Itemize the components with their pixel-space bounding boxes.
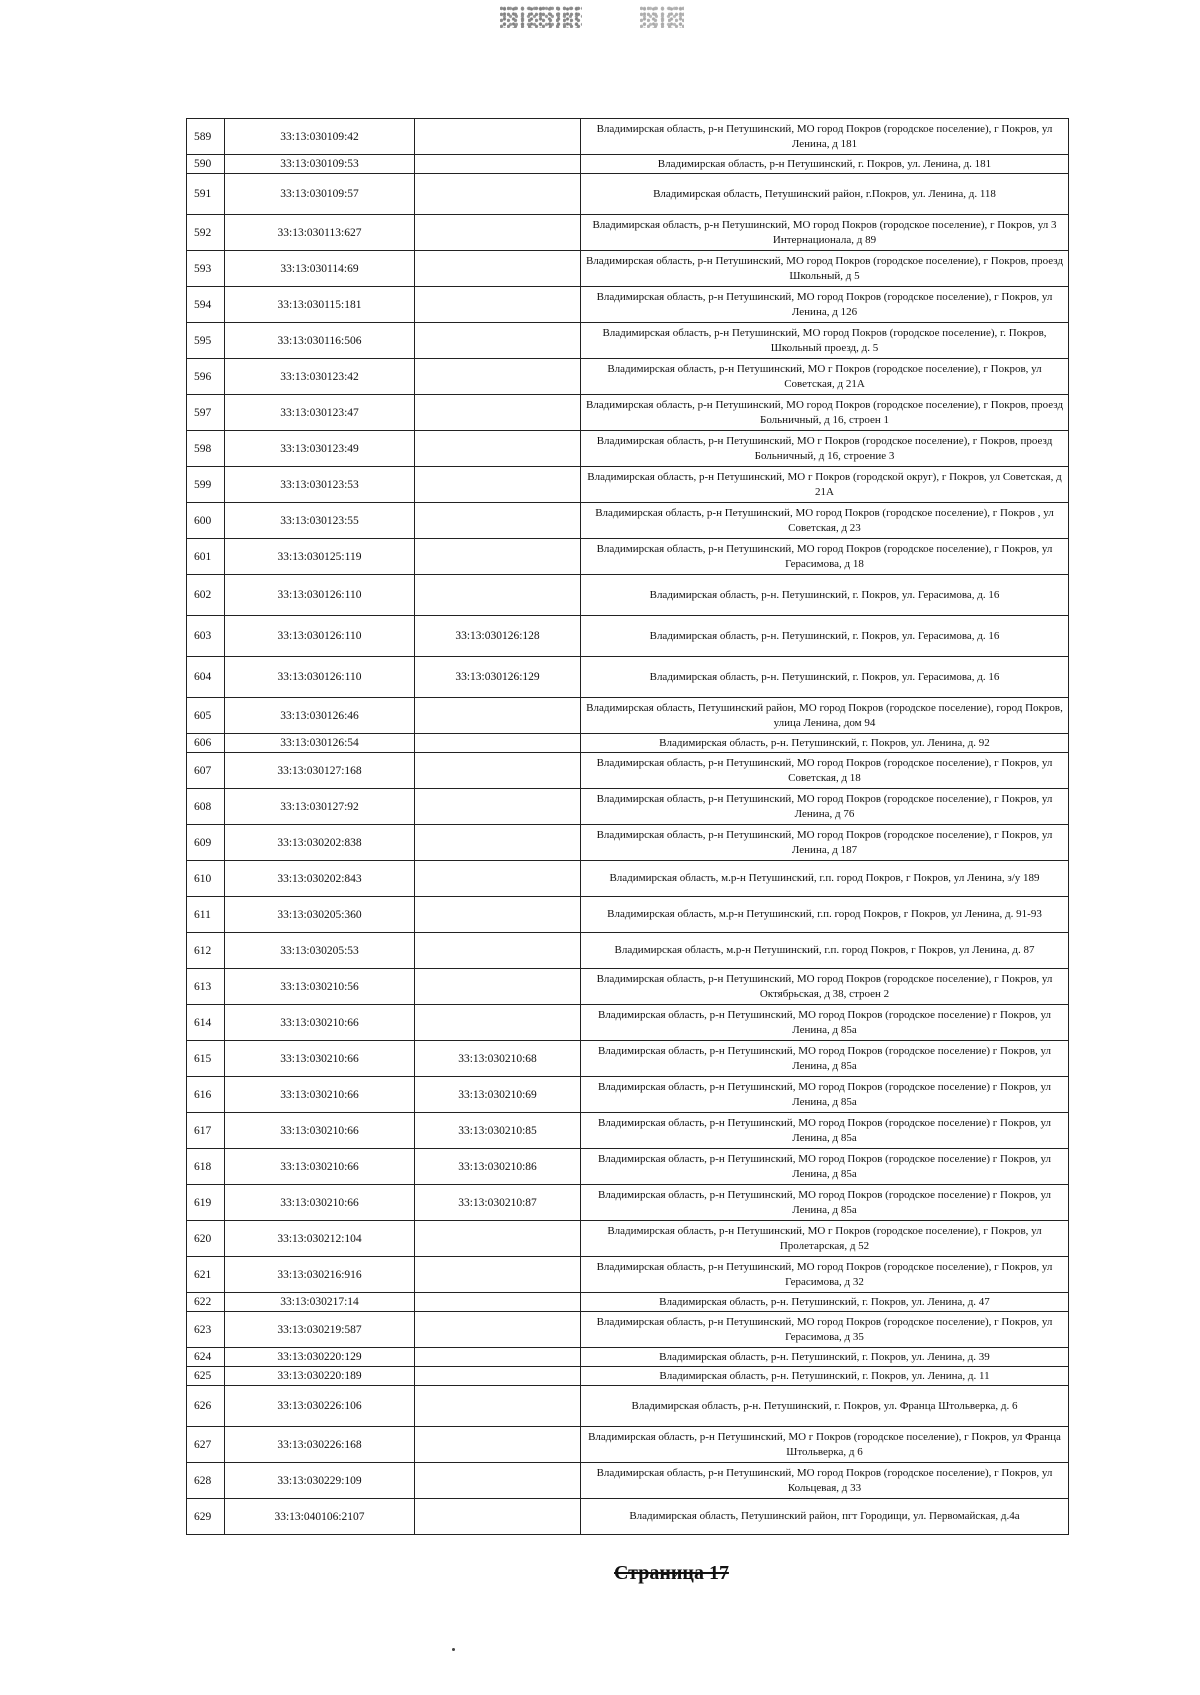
row-number-cell: 596: [187, 359, 225, 395]
row-number-cell: 614: [187, 1005, 225, 1041]
table-row: [187, 1149, 1069, 1185]
row-number-cell: 594: [187, 287, 225, 323]
table-row: [187, 1005, 1069, 1041]
address-cell: Владимирская область, р-н Петушинский, МО город Покров (городское поселение), г Покров, ул 3 Интернационала, д 89: [581, 215, 1069, 251]
cadastral-number-cell: 33:13:030126:110: [225, 657, 415, 698]
secondary-cadastral-number-cell: [415, 1386, 581, 1427]
cadastral-number-cell: 33:13:030123:47: [225, 395, 415, 431]
address-cell: Владимирская область, р-н. Петушинский, г. Покров, ул. Герасимова, д. 16: [581, 657, 1069, 698]
secondary-cadastral-number-cell: 33:13:030210:68: [415, 1041, 581, 1077]
secondary-cadastral-number-cell: [415, 1499, 581, 1535]
row-number-cell: 622: [187, 1293, 225, 1312]
row-number-cell: 612: [187, 933, 225, 969]
row-number-cell: 611: [187, 897, 225, 933]
cadastral-number-cell: 33:13:030202:838: [225, 825, 415, 861]
row-number-cell: 593: [187, 251, 225, 287]
address-cell: Владимирская область, Петушинский район, г.Покров, ул. Ленина, д. 118: [581, 174, 1069, 215]
stamp-mark-small: [640, 6, 684, 28]
address-cell: Владимирская область, р-н Петушинский, МО г Покров (городское поселение), г Покров, ул Пролетарская, д 52: [581, 1221, 1069, 1257]
address-cell: Владимирская область, Петушинский район, МО город Покров (городское поселение), город Покров, улица Ленина, дом 94: [581, 698, 1069, 734]
secondary-cadastral-number-cell: [415, 698, 581, 734]
table-row: [187, 119, 1069, 155]
table-row: [187, 1367, 1069, 1386]
table-row: [187, 734, 1069, 753]
address-cell: Владимирская область, р-н Петушинский, МО г Покров (городское поселение), г Покров, проезд Больничный, д 16, строение 3: [581, 431, 1069, 467]
table-row: [187, 753, 1069, 789]
address-cell: Владимирская область, р-н. Петушинский, г. Покров, ул. Герасимова, д. 16: [581, 575, 1069, 616]
secondary-cadastral-number-cell: 33:13:030210:69: [415, 1077, 581, 1113]
address-cell: Владимирская область, м.р-н Петушинский, г.п. город Покров, г Покров, ул Ленина, д. 91-93: [581, 897, 1069, 933]
cadastral-number-cell: 33:13:030212:104: [225, 1221, 415, 1257]
row-number-cell: 606: [187, 734, 225, 753]
secondary-cadastral-number-cell: [415, 969, 581, 1005]
cadastral-number-cell: 33:13:030202:843: [225, 861, 415, 897]
secondary-cadastral-number-cell: [415, 155, 581, 174]
row-number-cell: 617: [187, 1113, 225, 1149]
row-number-cell: 592: [187, 215, 225, 251]
table-row: [187, 1463, 1069, 1499]
cadastral-number-cell: 33:13:030127:92: [225, 789, 415, 825]
page-number: Страница 17: [614, 1562, 729, 1584]
cadastral-number-cell: 33:13:030123:49: [225, 431, 415, 467]
cadastral-number-cell: 33:13:030216:916: [225, 1257, 415, 1293]
cadastral-number-cell: 33:13:030123:42: [225, 359, 415, 395]
row-number-cell: 628: [187, 1463, 225, 1499]
table-row: [187, 789, 1069, 825]
cadastral-number-cell: 33:13:030210:66: [225, 1113, 415, 1149]
table-row: [187, 251, 1069, 287]
secondary-cadastral-number-cell: [415, 359, 581, 395]
address-cell: Владимирская область, р-н Петушинский, г. Покров, ул. Ленина, д. 181: [581, 155, 1069, 174]
address-cell: Владимирская область, р-н Петушинский, МО город Покров (городское поселение), г Покров, ул Герасимова, д 32: [581, 1257, 1069, 1293]
row-number-cell: 604: [187, 657, 225, 698]
secondary-cadastral-number-cell: [415, 933, 581, 969]
table-row: [187, 897, 1069, 933]
table-row: [187, 395, 1069, 431]
secondary-cadastral-number-cell: [415, 897, 581, 933]
row-number-cell: 618: [187, 1149, 225, 1185]
row-number-cell: 603: [187, 616, 225, 657]
address-cell: Владимирская область, р-н Петушинский, МО город Покров (городское поселение), г Покров, ул Советская, д 18: [581, 753, 1069, 789]
address-cell: Владимирская область, р-н Петушинский, МО город Покров (городское поселение), г Покров, ул Кольцевая, д 33: [581, 1463, 1069, 1499]
row-number-cell: 616: [187, 1077, 225, 1113]
row-number-cell: 627: [187, 1427, 225, 1463]
table-row: [187, 174, 1069, 215]
secondary-cadastral-number-cell: [415, 395, 581, 431]
address-cell: Владимирская область, р-н Петушинский, МО город Покров (городское поселение), г Покров, ул Ленина, д 76: [581, 789, 1069, 825]
cadastral-number-cell: 33:13:030226:106: [225, 1386, 415, 1427]
secondary-cadastral-number-cell: [415, 753, 581, 789]
cadastral-number-cell: 33:13:030205:53: [225, 933, 415, 969]
address-cell: Владимирская область, р-н Петушинский, МО город Покров (городское поселение), г Покров, ул Герасимова, д 18: [581, 539, 1069, 575]
table-row: [187, 1348, 1069, 1367]
secondary-cadastral-number-cell: 33:13:030126:128: [415, 616, 581, 657]
scan-speck: [452, 1648, 455, 1651]
row-number-cell: 625: [187, 1367, 225, 1386]
secondary-cadastral-number-cell: [415, 323, 581, 359]
cadastral-number-cell: 33:13:030210:66: [225, 1077, 415, 1113]
row-number-cell: 608: [187, 789, 225, 825]
table-row: [187, 1312, 1069, 1348]
cadastral-number-cell: 33:13:030114:69: [225, 251, 415, 287]
table-row: [187, 1499, 1069, 1535]
address-cell: Владимирская область, р-н Петушинский, МО город Покров (городское поселение) г Покров, ул Ленина, д 85а: [581, 1113, 1069, 1149]
table-row: [187, 1386, 1069, 1427]
table-row: [187, 861, 1069, 897]
table-row: [187, 1257, 1069, 1293]
address-cell: Владимирская область, р-н Петушинский, МО город Покров (городское поселение) г Покров, ул Ленина, д 85а: [581, 1149, 1069, 1185]
table-row: [187, 503, 1069, 539]
cadastral-number-cell: 33:13:040106:2107: [225, 1499, 415, 1535]
row-number-cell: 624: [187, 1348, 225, 1367]
cadastral-number-cell: 33:13:030116:506: [225, 323, 415, 359]
row-number-cell: 605: [187, 698, 225, 734]
secondary-cadastral-number-cell: [415, 1348, 581, 1367]
table-row: [187, 657, 1069, 698]
secondary-cadastral-number-cell: [415, 861, 581, 897]
row-number-cell: 610: [187, 861, 225, 897]
secondary-cadastral-number-cell: [415, 789, 581, 825]
cadastral-number-cell: 33:13:030125:119: [225, 539, 415, 575]
address-cell: Владимирская область, р-н Петушинский, МО город Покров (городское поселение), г Покров, проезд Школьный, д 5: [581, 251, 1069, 287]
cadastral-table: [186, 118, 1069, 1535]
table-row: [187, 1113, 1069, 1149]
row-number-cell: 598: [187, 431, 225, 467]
address-cell: Владимирская область, р-н Петушинский, МО город Покров (городское поселение), г Покров, ул Ленина, д 187: [581, 825, 1069, 861]
row-number-cell: 595: [187, 323, 225, 359]
table-row: [187, 323, 1069, 359]
address-cell: Владимирская область, р-н Петушинский, МО город Покров (городское поселение), г Покров , ул Советская, д 23: [581, 503, 1069, 539]
table-row: [187, 155, 1069, 174]
row-number-cell: 591: [187, 174, 225, 215]
secondary-cadastral-number-cell: 33:13:030210:86: [415, 1149, 581, 1185]
secondary-cadastral-number-cell: [415, 1221, 581, 1257]
address-cell: Владимирская область, р-н Петушинский, МО город Покров (городское поселение), г Покров, ул Герасимова, д 35: [581, 1312, 1069, 1348]
address-cell: Владимирская область, р-н. Петушинский, г. Покров, ул. Ленина, д. 92: [581, 734, 1069, 753]
row-number-cell: 613: [187, 969, 225, 1005]
secondary-cadastral-number-cell: [415, 251, 581, 287]
address-cell: Владимирская область, р-н Петушинский, МО город Покров (городское поселение), г Покров, ул Ленина, д 126: [581, 287, 1069, 323]
address-cell: Владимирская область, м.р-н Петушинский, г.п. город Покров, г Покров, ул Ленина, д. 87: [581, 933, 1069, 969]
address-cell: Владимирская область, р-н. Петушинский, г. Покров, ул. Герасимова, д. 16: [581, 616, 1069, 657]
cadastral-number-cell: 33:13:030219:587: [225, 1312, 415, 1348]
row-number-cell: 607: [187, 753, 225, 789]
cadastral-number-cell: 33:13:030126:54: [225, 734, 415, 753]
table-row: [187, 575, 1069, 616]
cadastral-number-cell: 33:13:030123:53: [225, 467, 415, 503]
address-cell: Владимирская область, р-н Петушинский, МО г Покров (городской округ), г Покров, ул Советская, д 21А: [581, 467, 1069, 503]
address-cell: Владимирская область, р-н Петушинский, МО город Покров (городское поселение) г Покров, ул Ленина, д 85а: [581, 1185, 1069, 1221]
cadastral-number-cell: 33:13:030109:57: [225, 174, 415, 215]
row-number-cell: 626: [187, 1386, 225, 1427]
address-cell: Владимирская область, р-н Петушинский, МО город Покров (городское поселение), г. Покров, Школьный проезд, д. 5: [581, 323, 1069, 359]
table-row: [187, 1185, 1069, 1221]
row-number-cell: 599: [187, 467, 225, 503]
table-row: [187, 287, 1069, 323]
secondary-cadastral-number-cell: [415, 174, 581, 215]
address-cell: Владимирская область, р-н. Петушинский, г. Покров, ул. Ленина, д. 47: [581, 1293, 1069, 1312]
secondary-cadastral-number-cell: 33:13:030210:87: [415, 1185, 581, 1221]
cadastral-number-cell: 33:13:030220:189: [225, 1367, 415, 1386]
cadastral-number-cell: 33:13:030217:14: [225, 1293, 415, 1312]
row-number-cell: 623: [187, 1312, 225, 1348]
secondary-cadastral-number-cell: 33:13:030126:129: [415, 657, 581, 698]
address-cell: Владимирская область, Петушинский район, пгт Городищи, ул. Первомайская, д.4а: [581, 1499, 1069, 1535]
row-number-cell: 589: [187, 119, 225, 155]
stamp-mark: [500, 6, 582, 28]
secondary-cadastral-number-cell: [415, 503, 581, 539]
table-body: [187, 119, 1069, 1535]
address-cell: Владимирская область, р-н Петушинский, МО город Покров (городское поселение), г Покров, ул Октябрьская, д 38, строен 2: [581, 969, 1069, 1005]
table-row: [187, 467, 1069, 503]
cadastral-number-cell: 33:13:030220:129: [225, 1348, 415, 1367]
row-number-cell: 629: [187, 1499, 225, 1535]
secondary-cadastral-number-cell: [415, 467, 581, 503]
address-cell: Владимирская область, р-н Петушинский, МО город Покров (городское поселение), г Покров, ул Ленина, д 181: [581, 119, 1069, 155]
secondary-cadastral-number-cell: [415, 1463, 581, 1499]
secondary-cadastral-number-cell: [415, 1257, 581, 1293]
table-row: [187, 539, 1069, 575]
address-cell: Владимирская область, р-н Петушинский, МО город Покров (городское поселение) г Покров, ул Ленина, д 85а: [581, 1041, 1069, 1077]
secondary-cadastral-number-cell: [415, 1312, 581, 1348]
row-number-cell: 621: [187, 1257, 225, 1293]
table-row: [187, 215, 1069, 251]
secondary-cadastral-number-cell: [415, 287, 581, 323]
row-number-cell: 620: [187, 1221, 225, 1257]
table-row: [187, 969, 1069, 1005]
address-cell: Владимирская область, р-н. Петушинский, г. Покров, ул. Ленина, д. 39: [581, 1348, 1069, 1367]
table-row: [187, 825, 1069, 861]
table-row: [187, 698, 1069, 734]
address-cell: Владимирская область, р-н. Петушинский, г. Покров, ул. Франца Штольверка, д. 6: [581, 1386, 1069, 1427]
row-number-cell: 615: [187, 1041, 225, 1077]
table-row: [187, 1293, 1069, 1312]
table-row: [187, 359, 1069, 395]
address-cell: Владимирская область, р-н Петушинский, МО г Покров (городское поселение), г Покров, ул Советская, д 21А: [581, 359, 1069, 395]
secondary-cadastral-number-cell: 33:13:030210:85: [415, 1113, 581, 1149]
cadastral-number-cell: 33:13:030113:627: [225, 215, 415, 251]
row-number-cell: 609: [187, 825, 225, 861]
cadastral-number-cell: 33:13:030210:66: [225, 1185, 415, 1221]
secondary-cadastral-number-cell: [415, 1367, 581, 1386]
row-number-cell: 601: [187, 539, 225, 575]
secondary-cadastral-number-cell: [415, 1293, 581, 1312]
cadastral-number-cell: 33:13:030210:66: [225, 1041, 415, 1077]
row-number-cell: 619: [187, 1185, 225, 1221]
address-cell: Владимирская область, м.р-н Петушинский, г.п. город Покров, г Покров, ул Ленина, з/у 189: [581, 861, 1069, 897]
cadastral-number-cell: 33:13:030115:181: [225, 287, 415, 323]
address-cell: Владимирская область, р-н Петушинский, МО г Покров (городское поселение), г Покров, ул Франца Штольверка, д 6: [581, 1427, 1069, 1463]
row-number-cell: 590: [187, 155, 225, 174]
cadastral-number-cell: 33:13:030126:110: [225, 575, 415, 616]
row-number-cell: 597: [187, 395, 225, 431]
table-row: [187, 933, 1069, 969]
address-cell: Владимирская область, р-н Петушинский, МО город Покров (городское поселение), г Покров, проезд Больничный, д 16, строен 1: [581, 395, 1069, 431]
cadastral-number-cell: 33:13:030210:66: [225, 1149, 415, 1185]
cadastral-number-cell: 33:13:030126:110: [225, 616, 415, 657]
secondary-cadastral-number-cell: [415, 825, 581, 861]
cadastral-number-cell: 33:13:030226:168: [225, 1427, 415, 1463]
cadastral-number-cell: 33:13:030126:46: [225, 698, 415, 734]
cadastral-number-cell: 33:13:030229:109: [225, 1463, 415, 1499]
secondary-cadastral-number-cell: [415, 431, 581, 467]
table-row: [187, 1221, 1069, 1257]
row-number-cell: 602: [187, 575, 225, 616]
cadastral-number-cell: 33:13:030123:55: [225, 503, 415, 539]
address-cell: Владимирская область, р-н Петушинский, МО город Покров (городское поселение) г Покров, ул Ленина, д 85а: [581, 1077, 1069, 1113]
table-row: [187, 1077, 1069, 1113]
table-row: [187, 616, 1069, 657]
address-cell: Владимирская область, р-н. Петушинский, г. Покров, ул. Ленина, д. 11: [581, 1367, 1069, 1386]
address-cell: Владимирская область, р-н Петушинский, МО город Покров (городское поселение) г Покров, ул Ленина, д 85а: [581, 1005, 1069, 1041]
cadastral-number-cell: 33:13:030210:56: [225, 969, 415, 1005]
secondary-cadastral-number-cell: [415, 539, 581, 575]
cadastral-number-cell: 33:13:030109:42: [225, 119, 415, 155]
secondary-cadastral-number-cell: [415, 1005, 581, 1041]
secondary-cadastral-number-cell: [415, 215, 581, 251]
secondary-cadastral-number-cell: [415, 734, 581, 753]
row-number-cell: 600: [187, 503, 225, 539]
cadastral-number-cell: 33:13:030109:53: [225, 155, 415, 174]
table-row: [187, 431, 1069, 467]
table-row: [187, 1427, 1069, 1463]
cadastral-number-cell: 33:13:030205:360: [225, 897, 415, 933]
table-row: [187, 1041, 1069, 1077]
secondary-cadastral-number-cell: [415, 119, 581, 155]
cadastral-number-cell: 33:13:030127:168: [225, 753, 415, 789]
secondary-cadastral-number-cell: [415, 1427, 581, 1463]
cadastral-number-cell: 33:13:030210:66: [225, 1005, 415, 1041]
secondary-cadastral-number-cell: [415, 575, 581, 616]
